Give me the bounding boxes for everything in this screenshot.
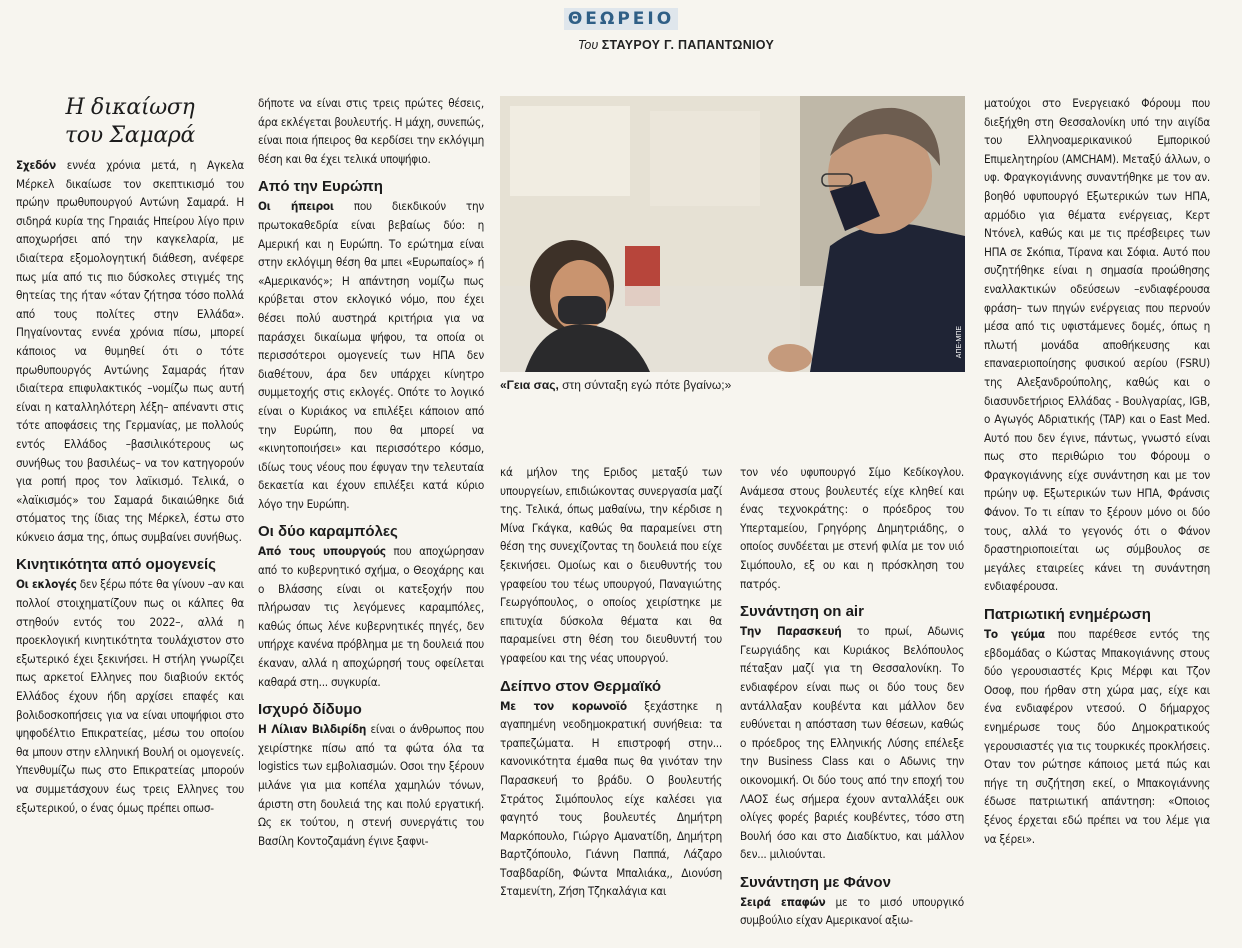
column-1	[16, 94, 244, 817]
section-heading: Ισχυρό δίδυμο	[258, 701, 362, 719]
lead-word: Το γεύμα	[984, 627, 1045, 642]
paragraph-continued: δήποτε να είναι στις τρεις πρώτες θέσεις, άρα εκλέγεται βουλευτής. Η μάχη, συνεπώς, είναι ποια ήπειρος θα κερδίσει την εκλόγιμη θέση και θα έχει τελικά υποψήφιο.	[258, 96, 484, 166]
lead-word: Με τον κορωνοϊό	[500, 698, 627, 713]
paragraph	[740, 622, 964, 864]
woman-mask	[558, 296, 606, 324]
section-heading: Κινητικότητα από ομογενείς	[16, 556, 216, 574]
column-rubric: ΘΕΩΡΕΙΟ	[564, 8, 678, 30]
byline-author: ΣΤΑΥΡΟΥ Γ. ΠΑΠΑΝΤΩΝΙΟΥ	[601, 38, 775, 52]
paragraph-text: που διεκδικούν την πρωτοκαθεδρία είναι βεβαίως δύο: η Αμερική και η Ευρώπη. Το ερώτημα είναι στην εκλόγιμη θέση θα μπει «Ευρωπαίος» ή «Αμερικανός»; Η απάντηση νομίζω πως κρύβεται στον εκλογικό νόμο, που έχει θέσει πολύ αυστηρά κριτήρια για να παράσχει δικαίωμα ψήφου, τα οποία οι περισσότεροι ομογενείς των ΗΠΑ δεν διαθέτουν, άρα δεν υπάρχει κίνητρο συμμετοχής στις εκλογές. Οπότε το λογικό είναι ο Κυριάκος να επιλέξει κάποιον από την Ευρώπη, που θα μπορεί να «κινητοποιήσει» και περισσότερο κόσμο, ιδίως τους νέους που έφυγαν την τελευταία δεκαετία και έχουν επιλέξει κατά κύριο λόγο την Ευρώπη.	[258, 199, 484, 511]
paragraph-continued: τον νέο υφυπουργό Σίμο Κεδίκογλου. Ανάμεσα στους βουλευτές είχε κληθεί και ένας τεχνοκράτης: ο πρόεδρος του Υπερταμείου, Γρηγόρης Δημητριάδης, ο οποίος συνδέεται με στενή φιλία με τον υιό Σιμόπουλο, εξ ου και η πρόσκληση του πατρός.	[740, 465, 964, 591]
lead-word: Οι εκλογές	[16, 577, 77, 592]
man-suit	[810, 224, 965, 373]
section-heading: Πατριωτική ενημέρωση	[984, 606, 1151, 624]
paragraph	[258, 197, 484, 513]
paragraph-text: με το μισό υπουργικό συμβούλιο είχαν Αμερικανοί αξιω-	[740, 894, 964, 928]
column-5	[984, 94, 1210, 848]
lead-word: Την Παρασκευή	[740, 624, 842, 639]
section-heading: Από την Ευρώπη	[258, 178, 383, 196]
paragraph-text: το πρωί, Αδωνις Γεωργιάδης και Κυριάκος Βελόπουλος πέταξαν μαζί για τη Θεσσαλονίκη. Το ενδιαφέρον είναι πως οι δύο τους δεν αντάλλαξαν κουβέντα και μάλλον δεν ευθύνεται η απόσταση των θέσεων, καθώς ο πρόεδρος της Ελληνικής Λύσης επέλεξε την Business Class και ο Αδωνις την οικονομική. Οι δύο τους από την εποχή του ΛΑΟΣ έως σήμερα έχουν ανταλλάξει ουκ ολίγες φορές βαριές κουβέντες, τόσο στη Βουλή όσο και στο Διαδίκτυο, και μάλλον δεν... μιλιούνται.	[740, 624, 964, 862]
paragraph	[16, 575, 244, 817]
lead-word: Η Λίλιαν Βιλδιρίδη	[258, 722, 367, 737]
paragraph-text: που αποχώρησαν από το κυβερνητικό σχήμα, ο Θεοχάρης και ο Βλάσσης είναι οι κατεξοχήν που πλήρωσαν τις λεγόμενες καραμπόλες, καθώς όπως λένε κυβερνητικές πηγές, δεν υπήρχε κανένα πρόβλημα με τη δουλειά που έκαναν, αλλά η αποχώρησή τους οφείλεται καθαρά στη... συγκυρία.	[258, 544, 484, 689]
article-photo	[500, 96, 965, 372]
caption-bold: «Γεια σας,	[500, 378, 559, 392]
paragraph-text: που παρέθεσε εντός της εβδομάδας ο Κώστας Μπακογιάννης στους δύο γερουσιαστές Κρις Μέρφι και Τζον Οσοφ, που ήρθαν στη χώρα μας, είχε και ένα ενδιαφέρον ντεσού. Ο δήμαρχος ενημέρωσε τους δύο Δημοκρατικούς γερουσιαστές για τις τουρκικές προκλήσεις. Οταν τον ρώτησε κάποιος μετά πώς και πήγε τη συζήτηση εκεί, ο Μπακογιάννης έδωσε πατριωτική απάντηση: «Οποιος ξένος έρχεται εδώ πρέπει να του λέμε για να ξέρει».	[984, 627, 1210, 846]
paragraph	[258, 542, 484, 691]
lead-word: Σχεδόν	[16, 158, 56, 172]
column-4	[740, 463, 964, 930]
paragraph-text: ξεχάστηκε η αγαπημένη νεοδημοκρατική συνήθεια: τα τραπεζώματα. Η επιστροφή στην... κανονικότητα έμαθα πως θα γινόταν την Παρασκευή το βράδυ. Ο βουλευτής Στράτος Σιμόπουλος είχε καλέσει για φαγητό τους βουλευτές Δημήτρη Μαρκόπουλο, Γιώργο Αμανατίδη, Δημήτρη Βαρτζόπουλο, Γιάννη Παππά, Λάζαρο Τσαβδαρίδη, Φώντα Μπαλιάκα,, Διονύση Σταμενίτη, Ζήση Τζηκαλάγια και	[500, 698, 722, 899]
paragraph	[984, 625, 1210, 848]
section-heading: Δείπνο στον Θερμαϊκό	[500, 677, 662, 695]
masthead	[0, 8, 1242, 52]
section-heading: Συνάντηση on air	[740, 603, 864, 621]
paragraph	[740, 893, 964, 930]
lead-word: Από τους υπουργούς	[258, 544, 386, 559]
column-3	[500, 463, 722, 901]
paragraph-text: δεν ξέρω πότε θα γίνουν –αν και πολλοί στοιχηματίζουν πως οι κάλπες θα στηθούν εντός του 2022–, αλλά η προεκλογική κινητικότητα τουλάχιστον στο εξωτερικό έχει ξεκινήσει. Η στήλη γνωρίζει πως αρκετοί Ελληνες που διαβιούν εκτός Ελλάδος έχουν ήδη αρχίσει επαφές και βολιδοσκοπήσεις για να είναι υποψήφιοι στο ψηφοδέλτιο Επικρατείας, μέσω του οποίου θα μπουν στην ελληνική Βουλή οι ομογενείς. Υπενθυμίζω πως στο Επικρατείας μπορούν να συμμετάσχουν έως τρεις Ελληνες του εξωτερικού, ο ένας όμως πρέπει οπωσ-	[16, 577, 244, 815]
caption-text: στη σύνταξη εγώ πότε βγαίνω;»	[558, 378, 732, 392]
lead-word: Οι ήπειροι	[258, 199, 334, 214]
title-line-1: Η δικαίωση	[65, 95, 195, 120]
byline-prefix: Του	[577, 38, 599, 52]
photo-credit: ΑΠΕ-ΜΠΕ	[956, 326, 963, 359]
paragraph	[258, 720, 484, 850]
paragraph	[500, 697, 722, 902]
paragraph-continued: κά μήλον της Εριδος μεταξύ των υπουργείων, επιδιώκοντας συνεργασία μαζί της. Τελικά, όπως μαθαίνω, την κέρδισε η Μίνα Γκάγκα, καθώς θα παραμείνει στη θέση της συνεχίζοντας τη δουλειά που είχε ξεκινήσει. Ομοίως και ο διευθυντής του γραφείου του τέως υπουργού, Παναγιώτης Γεωργόπουλος, ο οποίος χειρίστηκε με επιτυχία δύσκολα θέματα και θα παραμείνει στη θέση του διευθυντή του γραφείου και της νέας υπουργού.	[500, 465, 722, 665]
paragraph-intro	[16, 156, 244, 546]
paragraph-continued: ματούχοι στο Ενεργειακό Φόρουμ που διεξήχθη στη Θεσσαλονίκη υπό την αιγίδα του Ελληνοαμερικανικού Εμπορικού Επιμελητηρίου (AMCHAM). Μεταξύ άλλων, ο υφ. Φραγκογιάννης συναντήθηκε με τον αν. βοηθό υφυπουργό Εξωτερικών των ΗΠΑ, αρμόδιο για θέματα ενέργειας, Κερτ Ντόνελ, καθώς και με τις πρέσβειρες των ΗΠΑ σε Σκόπια, Τίρανα και Σόφια. Αυτό που συζητήθηκε είναι η σημασία προώθησης εναλλακτικών οδεύσεων –ενδιαφέρουσα φράση– των πηγών ενέργειας που περνούν μέσα από τις υφιστάμενες δομές, όπως η πλωτή μονάδα αποθήκευσης και επαναεριοποίησης φυσικού αερίου (FSRU) της Αλεξανδρούπολης, καθώς και ο διασυνδετήριος Ελλάδας - Βουλγαρίας, IGB, ο Αγωγός Αδριατικής (TAP) και ο East Med. Αυτό που δεν έγινε, πάντως, γνωστό είναι πως στο περιθώριο του Φόρουμ ο Φραγκογιάννης είχε συνάντηση και με τον πρώην υφ. Εξωτερικών των ΗΠΑ, Φράνσις Φάνον. Το τι είπαν το ξέρουν μόνο οι δύο τους, αλλά το γεγονός ότι ο Φάνον δραστηριοποιείται ως σύμβουλος σε μεγάλες εταιρείες κάνει τη συνάντηση ενδιαφέρουσα.	[984, 96, 1210, 594]
section-heading: Συνάντηση με Φάνον	[740, 873, 891, 891]
paragraph-text: είναι ο άνθρωπος που χειρίστηκε πίσω από τα φώτα όλα τα logistics των εμβολιασμών. Οσοι την ξέρουν μιλάνε για μια κοπέλα χαμηλών τόνων, άριστη στη δουλειά της και πολύ εργατική. Ως εκ τούτου, η στενή συνεργάτις του Βασίλη Κοντοζαμάνη έγινε ξαφνι-	[258, 722, 484, 848]
byline	[110, 38, 1242, 52]
section-heading: Οι δύο καραμπόλες	[258, 523, 398, 541]
article-title	[16, 94, 244, 150]
title-line-2: του Σαμαρά	[64, 123, 196, 148]
lead-word: Σειρά επαφών	[740, 894, 826, 909]
paragraph-text: εννέα χρόνια μετά, η Αγκελα Μέρκελ δικαίωσε τον σκεπτικισμό του πρώην πρωθυπουργού Αντώνη Σαμαρά. Η σιδηρά κυρία της Γηραιάς Ηπείρου λίγο πριν αποχωρήσει από την καγκελαρία, με ιδιαίτερα εξομολογητική διάθεση, ανέφερε πως μία από τις πιο δύσκολες στιγμές της θητείας της ήταν «όταν ζήτησα τόσο πολλά από τους πολίτες στην Ελλάδα». Πηγαίνοντας εννέα χρόνια πίσω, μπορεί κάποιος να θυμηθεί ότι ο τότε πρωθυπουργός Αντώνης Σαμαράς ήταν ιδιαίτερα επιφυλακτικός –νομίζω πως αυτή είναι η καταλληλότερη λέξη– απέναντι στις τότε αποφάσεις της Γερμανίας, με πολλούς εντός Ελλάδος –βασιλικότερους ως συνήθως του βασιλέως– να τον κατηγορούν για ροπή προς τον λαϊκισμό. Τελικά, ο «λαϊκισμός» του Σαμαρά δικαιώθηκε διά στόματος της ίδιας της Μέρκελ, έστω στο κύκνειο άσμα της, όπως συμβαίνει συνήθως.	[16, 158, 244, 544]
column-2	[258, 94, 484, 850]
photo-caption	[500, 377, 965, 393]
photo-illustration	[500, 96, 965, 372]
